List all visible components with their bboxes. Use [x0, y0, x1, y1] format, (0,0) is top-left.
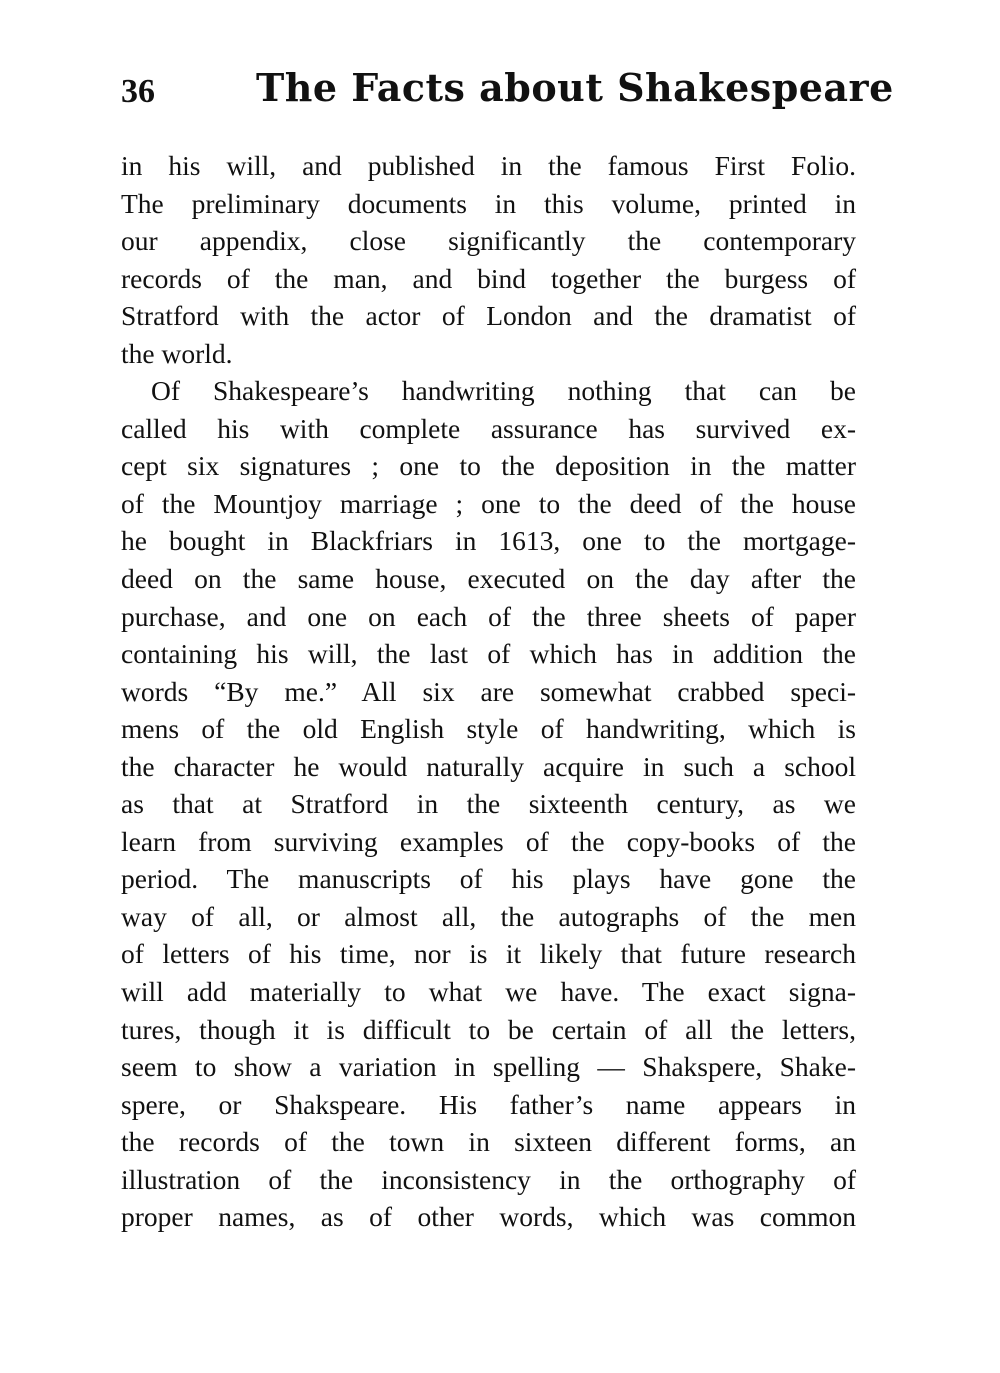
text-line: cept six signatures ; one to the deposition in the matter: [121, 450, 856, 482]
text-line: tures, though it is difficult to be certain of all the letters,: [121, 1013, 856, 1045]
text-line: called his with complete assurance has survived ex-: [121, 412, 856, 444]
body-text: [121, 147, 856, 1236]
text-line: learn from surviving examples of the copy-books of the: [121, 825, 856, 857]
running-title: The Facts about Shakespeare: [256, 65, 894, 110]
text-line: containing his will, the last of which has in addition the: [121, 638, 856, 670]
text-line: purchase, and one on each of the three sheets of paper: [121, 600, 856, 632]
text-line: words “By me.” All six are somewhat crabbed speci-: [121, 675, 856, 707]
running-head: [121, 64, 894, 114]
text-line: will add materially to what we have. The exact signa-: [121, 976, 856, 1008]
text-line: deed on the same house, executed on the day after the: [121, 563, 856, 595]
text-line: records of the man, and bind together the burgess of: [121, 262, 856, 294]
text-line: mens of the old English style of handwriting, which is: [121, 713, 856, 745]
text-line: the records of the town in sixteen different forms, an: [121, 1126, 856, 1158]
text-line: he bought in Blackfriars in 1613, one to the mortgage-: [121, 525, 856, 557]
text-line: way of all, or almost all, the autographs of the men: [121, 900, 856, 932]
text-line: The preliminary documents in this volume, printed in: [121, 187, 856, 219]
text-line: our appendix, close significantly the contemporary: [121, 225, 856, 257]
text-line: seem to show a variation in spelling — Shakspere, Shake-: [121, 1051, 856, 1083]
text-line: the world.: [121, 337, 233, 369]
text-line: period. The manuscripts of his plays have gone the: [121, 863, 856, 895]
text-line: spere, or Shakspeare. His father’s name appears in: [121, 1088, 856, 1120]
text-line: proper names, as of other words, which was common: [121, 1201, 856, 1233]
text-line: Of Shakespeare’s handwriting nothing that can be: [151, 375, 856, 407]
text-line: of the Mountjoy marriage ; one to the deed of the house: [121, 487, 856, 519]
text-line: as that at Stratford in the sixteenth century, as we: [121, 788, 856, 820]
text-line: illustration of the inconsistency in the orthography of: [121, 1163, 856, 1195]
text-line: in his will, and published in the famous First Folio.: [121, 150, 856, 181]
page-number: 36: [121, 73, 155, 110]
text-line: of letters of his time, nor is it likely that future research: [121, 938, 856, 970]
text-line: Stratford with the actor of London and the dramatist of: [121, 300, 856, 332]
text-line: the character he would naturally acquire in such a school: [121, 750, 856, 782]
